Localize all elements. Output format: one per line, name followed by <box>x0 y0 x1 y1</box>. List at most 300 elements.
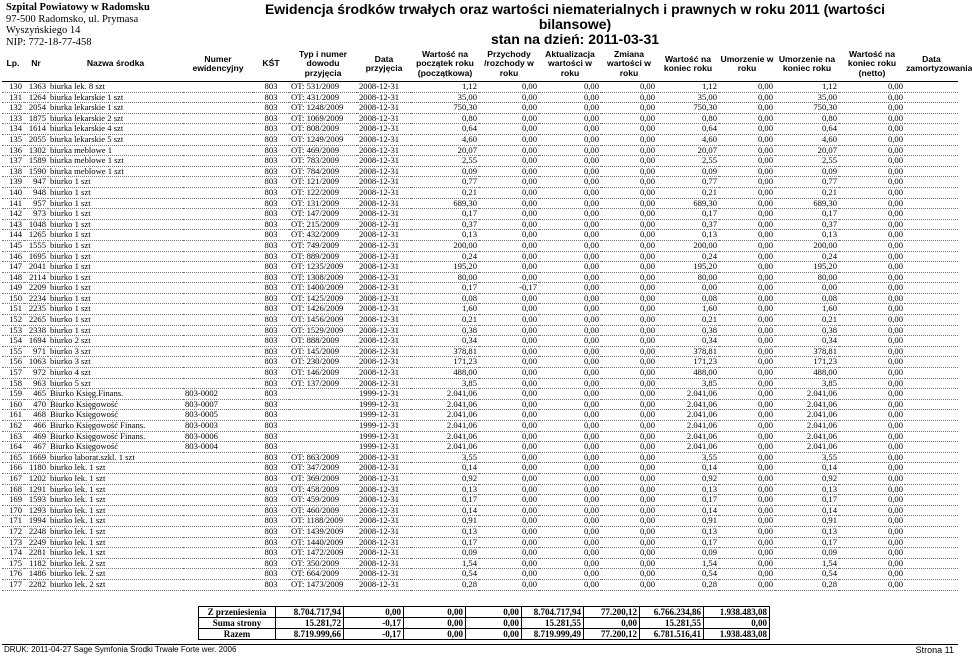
table-cell: 0,00 <box>839 421 905 432</box>
table-cell: 1593 <box>24 495 48 506</box>
table-cell: 2008-12-31 <box>357 336 411 347</box>
table-cell: 1669 <box>24 452 48 463</box>
report-title-line2: stan na dzień: 2011-03-31 <box>490 31 660 47</box>
table-cell: 803 <box>253 336 289 347</box>
table-cell: 2.041,06 <box>657 442 719 453</box>
table-cell: 2265 <box>24 315 48 326</box>
table-cell: 0,00 <box>539 198 601 209</box>
table-cell: biurko lek. 1 szt <box>48 484 183 495</box>
table-cell: 2008-12-31 <box>357 209 411 220</box>
table-cell: Biurko Księgowość Finans. <box>48 421 183 432</box>
table-cell <box>905 145 958 156</box>
table-cell: 0,00 <box>601 92 657 103</box>
table-cell: 803 <box>253 177 289 188</box>
table-row <box>2 230 958 241</box>
table-cell <box>905 124 958 135</box>
table-cell: 0,00 <box>719 569 775 580</box>
totals-value: 0,00 <box>404 629 466 640</box>
table-cell: 0,00 <box>479 82 539 93</box>
table-cell: biurka meblowe 1 <box>48 145 183 156</box>
table-cell: -0,17 <box>479 283 539 294</box>
table-cell: 0,00 <box>719 240 775 251</box>
table-cell: 0,00 <box>839 187 905 198</box>
table-cell: 0,17 <box>775 209 839 220</box>
table-cell: 2008-12-31 <box>357 516 411 527</box>
table-cell: 2008-12-31 <box>357 187 411 198</box>
table-cell: 0,00 <box>539 389 601 400</box>
table-row <box>2 262 958 273</box>
table-cell: 2.041,06 <box>775 421 839 432</box>
table-cell: biurka lekarskie 2 szt <box>48 113 183 124</box>
table-cell: 2249 <box>24 537 48 548</box>
table-row <box>2 579 958 590</box>
table-cell: 0,00 <box>839 410 905 421</box>
table-cell: 0,00 <box>601 442 657 453</box>
column-header: KŚT <box>253 47 289 82</box>
table-cell: 0,17 <box>775 495 839 506</box>
totals-value: 0,00 <box>404 607 466 618</box>
table-cell: 0,00 <box>479 410 539 421</box>
table-cell: 0,00 <box>839 82 905 93</box>
table-cell: 0,00 <box>719 103 775 114</box>
table-cell: 803 <box>253 113 289 124</box>
table-cell: 0,14 <box>657 505 719 516</box>
table-cell: OT: 1069/2009 <box>289 113 357 124</box>
table-cell: 972 <box>24 368 48 379</box>
table-row <box>2 368 958 379</box>
table-cell: 1999-12-31 <box>357 399 411 410</box>
table-cell: 0,00 <box>539 579 601 590</box>
table-cell: 0,00 <box>539 452 601 463</box>
table-cell: 0,91 <box>411 516 479 527</box>
table-cell: 0,00 <box>839 209 905 220</box>
table-cell: 0,54 <box>775 569 839 580</box>
table-cell: 0,21 <box>657 315 719 326</box>
table-cell: 168 <box>2 484 24 495</box>
table-cell: 2055 <box>24 134 48 145</box>
table-cell: 0,00 <box>479 421 539 432</box>
column-header: Przychody /rozchody w roku <box>479 47 539 82</box>
column-header: Typ i numer dowodu przyjęcia <box>289 47 357 82</box>
table-cell: 0,00 <box>719 92 775 103</box>
table-cell: 803 <box>253 230 289 241</box>
table-cell: 171,23 <box>411 357 479 368</box>
table-cell: 803 <box>253 219 289 230</box>
totals-row <box>199 618 770 629</box>
table-cell: 136 <box>2 145 24 156</box>
table-cell: 166 <box>2 463 24 474</box>
table-cell: 803 <box>253 378 289 389</box>
table-cell: 2008-12-31 <box>357 579 411 590</box>
totals-row <box>199 629 770 640</box>
table-cell: OT: 145/2009 <box>289 346 357 357</box>
table-cell <box>183 315 253 326</box>
table-cell: 195,20 <box>411 262 479 273</box>
table-cell: 0,00 <box>539 336 601 347</box>
table-cell: biurko 1 szt <box>48 251 183 262</box>
table-cell: 468 <box>24 410 48 421</box>
table-cell: 1291 <box>24 484 48 495</box>
table-cell <box>905 378 958 389</box>
table-cell: 1,60 <box>775 304 839 315</box>
column-header: Wartość na koniec roku <box>657 47 719 82</box>
table-cell: 803 <box>253 463 289 474</box>
table-cell: 0,00 <box>839 558 905 569</box>
table-cell: 137 <box>2 156 24 167</box>
table-cell: 0,00 <box>479 346 539 357</box>
table-cell: 803 <box>253 325 289 336</box>
table-row <box>2 378 958 389</box>
table-cell: OT: 531/2009 <box>289 82 357 93</box>
table-cell: 803-0002 <box>183 389 253 400</box>
table-cell <box>183 187 253 198</box>
table-cell: 467 <box>24 442 48 453</box>
table-cell: 0,00 <box>839 505 905 516</box>
table-cell: 0,00 <box>719 579 775 590</box>
table-cell: 80,00 <box>411 272 479 283</box>
table-row <box>2 505 958 516</box>
table-cell: 803 <box>253 187 289 198</box>
table-row <box>2 421 958 432</box>
table-cell <box>905 368 958 379</box>
table-cell: 0,00 <box>719 526 775 537</box>
table-cell: 0,00 <box>479 325 539 336</box>
column-header: Umorzenie w roku <box>719 47 775 82</box>
table-cell: 0,54 <box>657 569 719 580</box>
table-cell: biurko 1 szt <box>48 219 183 230</box>
table-cell: 0,00 <box>719 156 775 167</box>
table-cell: 2.041,06 <box>411 431 479 442</box>
table-cell: 0,00 <box>539 537 601 548</box>
table-cell: 1614 <box>24 124 48 135</box>
table-row <box>2 82 958 93</box>
table-cell: OT: 1456/2009 <box>289 315 357 326</box>
table-cell: 803 <box>253 92 289 103</box>
table-cell: 0,00 <box>601 452 657 463</box>
table-cell: OT: 122/2009 <box>289 187 357 198</box>
table-cell: 0,00 <box>601 389 657 400</box>
asset-register-table <box>2 47 972 591</box>
table-cell: 1182 <box>24 558 48 569</box>
table-cell: 803 <box>253 410 289 421</box>
table-cell <box>183 304 253 315</box>
table-cell: 131 <box>2 92 24 103</box>
table-cell <box>905 219 958 230</box>
table-cell: 2041 <box>24 262 48 273</box>
table-cell: OT: 889/2009 <box>289 251 357 262</box>
table-cell: 0,00 <box>839 569 905 580</box>
table-cell: 2008-12-31 <box>357 473 411 484</box>
table-cell: 0,00 <box>539 209 601 220</box>
table-cell: biurko lek. 1 szt <box>48 495 183 506</box>
table-cell: 0,00 <box>479 548 539 559</box>
table-cell: 0,00 <box>479 145 539 156</box>
table-cell: 803 <box>253 293 289 304</box>
table-cell: 0,00 <box>719 187 775 198</box>
table-cell: biurko 1 szt <box>48 325 183 336</box>
table-cell: biurko 1 szt <box>48 262 183 273</box>
table-cell: 0,64 <box>775 124 839 135</box>
table-cell: 0,00 <box>719 124 775 135</box>
table-cell: 35,00 <box>775 92 839 103</box>
table-cell: 0,00 <box>839 103 905 114</box>
table-cell: 0,00 <box>839 272 905 283</box>
table-cell: 0,77 <box>657 177 719 188</box>
table-cell: 142 <box>2 209 24 220</box>
table-cell: OT: 460/2009 <box>289 505 357 516</box>
table-cell <box>183 113 253 124</box>
table-cell: 0,00 <box>539 230 601 241</box>
table-cell: 0,13 <box>411 484 479 495</box>
table-cell: biurko 1 szt <box>48 198 183 209</box>
table-cell <box>905 198 958 209</box>
table-cell: 2008-12-31 <box>357 346 411 357</box>
table-cell: 1063 <box>24 357 48 368</box>
table-cell <box>905 505 958 516</box>
table-cell: Biurko Księg.Finans. <box>48 389 183 400</box>
table-row <box>2 410 958 421</box>
table-cell <box>905 473 958 484</box>
table-cell: OT: 121/2009 <box>289 177 357 188</box>
table-cell: 0,00 <box>719 272 775 283</box>
table-cell: biurko 1 szt <box>48 187 183 198</box>
table-cell: biurka lekarskie 5 szt <box>48 134 183 145</box>
table-cell: 803 <box>253 262 289 273</box>
table-cell: 0,00 <box>601 505 657 516</box>
table-cell: 803 <box>253 537 289 548</box>
column-header: Numer ewidencyjny <box>183 47 253 82</box>
table-cell: 803 <box>253 283 289 294</box>
table-cell: 0,00 <box>839 251 905 262</box>
table-cell: 150 <box>2 293 24 304</box>
table-cell: 0,00 <box>539 368 601 379</box>
table-cell: 2338 <box>24 325 48 336</box>
table-cell: biurko 4 szt <box>48 368 183 379</box>
table-cell: 0,00 <box>601 548 657 559</box>
table-cell: 0,21 <box>657 187 719 198</box>
table-cell: 0,00 <box>719 368 775 379</box>
table-cell: 963 <box>24 378 48 389</box>
table-cell: 0,17 <box>411 495 479 506</box>
table-cell: 2008-12-31 <box>357 156 411 167</box>
table-cell <box>905 357 958 368</box>
table-cell: 171 <box>2 516 24 527</box>
table-cell: biurko lek. 1 szt <box>48 526 183 537</box>
table-cell: 0,00 <box>539 357 601 368</box>
table-cell: 0,00 <box>601 240 657 251</box>
table-row <box>2 357 958 368</box>
table-cell <box>183 484 253 495</box>
table-cell <box>183 251 253 262</box>
table-cell: 0,00 <box>479 198 539 209</box>
table-cell: 0,00 <box>479 103 539 114</box>
table-cell: 0,00 <box>601 569 657 580</box>
table-cell: 80,00 <box>775 272 839 283</box>
table-cell: 0,00 <box>479 495 539 506</box>
table-cell: OT: 1249/2009 <box>289 134 357 145</box>
table-cell: 1875 <box>24 113 48 124</box>
table-cell: 2008-12-31 <box>357 134 411 145</box>
table-cell: 0,00 <box>719 399 775 410</box>
table-row <box>2 463 958 474</box>
table-cell: 0,38 <box>657 325 719 336</box>
table-cell: 466 <box>24 421 48 432</box>
table-cell <box>183 240 253 251</box>
table-cell: 177 <box>2 579 24 590</box>
table-cell: 0,38 <box>411 325 479 336</box>
table-cell: 0,54 <box>411 569 479 580</box>
column-header: Nr <box>24 47 48 82</box>
table-cell: 195,20 <box>657 262 719 273</box>
totals-value: 15.281,55 <box>640 618 704 629</box>
table-cell: 0,00 <box>539 442 601 453</box>
table-cell <box>905 569 958 580</box>
table-cell <box>183 495 253 506</box>
table-cell: 139 <box>2 177 24 188</box>
table-cell: 0,00 <box>601 463 657 474</box>
table-cell: 0,00 <box>839 526 905 537</box>
table-cell: 0,00 <box>839 219 905 230</box>
table-cell <box>905 230 958 241</box>
table-cell: biurko 5 szt <box>48 378 183 389</box>
table-cell <box>905 410 958 421</box>
table-cell <box>183 134 253 145</box>
table-cell: 803 <box>253 209 289 220</box>
table-cell <box>183 505 253 516</box>
table-cell: 0,00 <box>539 240 601 251</box>
table-cell: 0,00 <box>539 304 601 315</box>
table-cell: 803 <box>253 399 289 410</box>
column-header: Lp. <box>2 47 24 82</box>
table-cell <box>183 209 253 220</box>
table-row <box>2 315 958 326</box>
table-cell: 2.041,06 <box>411 389 479 400</box>
table-cell: 2.041,06 <box>775 410 839 421</box>
table-cell: 0,00 <box>539 421 601 432</box>
table-cell: 0,00 <box>719 166 775 177</box>
table-cell: OT: 350/2009 <box>289 558 357 569</box>
table-cell: OT: 1425/2009 <box>289 293 357 304</box>
table-cell: 378,81 <box>775 346 839 357</box>
table-cell: 0,00 <box>839 346 905 357</box>
table-cell: 0,00 <box>479 452 539 463</box>
table-cell: 2008-12-31 <box>357 262 411 273</box>
table-cell: 140 <box>2 187 24 198</box>
table-row <box>2 452 958 463</box>
table-cell: 0,00 <box>719 548 775 559</box>
table-cell: 803 <box>253 452 289 463</box>
table-cell: 132 <box>2 103 24 114</box>
table-cell: 149 <box>2 283 24 294</box>
table-row <box>2 526 958 537</box>
table-row <box>2 336 958 347</box>
table-cell: 2008-12-31 <box>357 315 411 326</box>
table-cell: 0,00 <box>479 431 539 442</box>
table-cell <box>183 293 253 304</box>
table-cell: 0,13 <box>657 526 719 537</box>
table-cell: 0,00 <box>839 431 905 442</box>
table-cell: 0,00 <box>719 283 775 294</box>
table-cell: 2.041,06 <box>657 410 719 421</box>
table-cell: 0,92 <box>411 473 479 484</box>
table-cell: 803 <box>253 240 289 251</box>
table-cell <box>905 166 958 177</box>
table-cell: 689,30 <box>775 198 839 209</box>
table-cell: 0,34 <box>657 336 719 347</box>
table-row <box>2 516 958 527</box>
table-cell: 0,00 <box>719 113 775 124</box>
table-cell: 0,13 <box>411 526 479 537</box>
table-cell: 0,00 <box>839 389 905 400</box>
table-cell: 0,00 <box>839 145 905 156</box>
table-cell <box>183 166 253 177</box>
table-cell: 143 <box>2 219 24 230</box>
table-cell: 0,14 <box>657 463 719 474</box>
table-cell: 3,55 <box>411 452 479 463</box>
table-row <box>2 399 958 410</box>
table-cell: 1999-12-31 <box>357 389 411 400</box>
table-cell <box>905 516 958 527</box>
table-cell: 2.041,06 <box>775 399 839 410</box>
table-cell: 2.041,06 <box>775 389 839 400</box>
table-cell: 1,60 <box>411 304 479 315</box>
table-cell: 153 <box>2 325 24 336</box>
table-cell <box>183 346 253 357</box>
table-cell: 2281 <box>24 548 48 559</box>
table-cell: 0,00 <box>539 103 601 114</box>
table-cell: 0,13 <box>775 526 839 537</box>
table-cell: OT: 215/2009 <box>289 219 357 230</box>
table-cell <box>905 113 958 124</box>
table-cell: 803 <box>253 495 289 506</box>
table-cell: 0,00 <box>719 262 775 273</box>
table-cell: 0,00 <box>479 368 539 379</box>
table-cell: 0,00 <box>719 484 775 495</box>
table-cell: 1694 <box>24 336 48 347</box>
totals-value: 8.704.717,94 <box>522 607 584 618</box>
table-cell: 2008-12-31 <box>357 145 411 156</box>
table-cell: 0,37 <box>775 219 839 230</box>
table-cell: 0,09 <box>775 166 839 177</box>
report-title <box>250 2 900 47</box>
table-cell <box>183 145 253 156</box>
table-cell: OT: 808/2009 <box>289 124 357 135</box>
table-cell: 2008-12-31 <box>357 283 411 294</box>
table-cell: 0,00 <box>719 315 775 326</box>
table-cell <box>905 452 958 463</box>
table-cell: 0,28 <box>775 579 839 590</box>
column-header: Nazwa środka <box>48 47 183 82</box>
table-cell: 0,00 <box>839 368 905 379</box>
table-cell: 488,00 <box>657 368 719 379</box>
table-cell: 0,00 <box>719 516 775 527</box>
table-cell: 0,00 <box>601 526 657 537</box>
table-cell: 947 <box>24 177 48 188</box>
table-cell: 378,81 <box>657 346 719 357</box>
table-cell: biurko 3 szt <box>48 357 183 368</box>
table-cell: 1202 <box>24 473 48 484</box>
table-cell: 200,00 <box>775 240 839 251</box>
table-cell: 172 <box>2 526 24 537</box>
table-cell: biurko 1 szt <box>48 315 183 326</box>
table-cell: 0,00 <box>601 357 657 368</box>
table-cell <box>905 187 958 198</box>
table-cell: 0,00 <box>479 124 539 135</box>
table-cell: 159 <box>2 389 24 400</box>
table-cell: 0,13 <box>657 484 719 495</box>
table-row <box>2 240 958 251</box>
table-cell: 0,00 <box>839 240 905 251</box>
